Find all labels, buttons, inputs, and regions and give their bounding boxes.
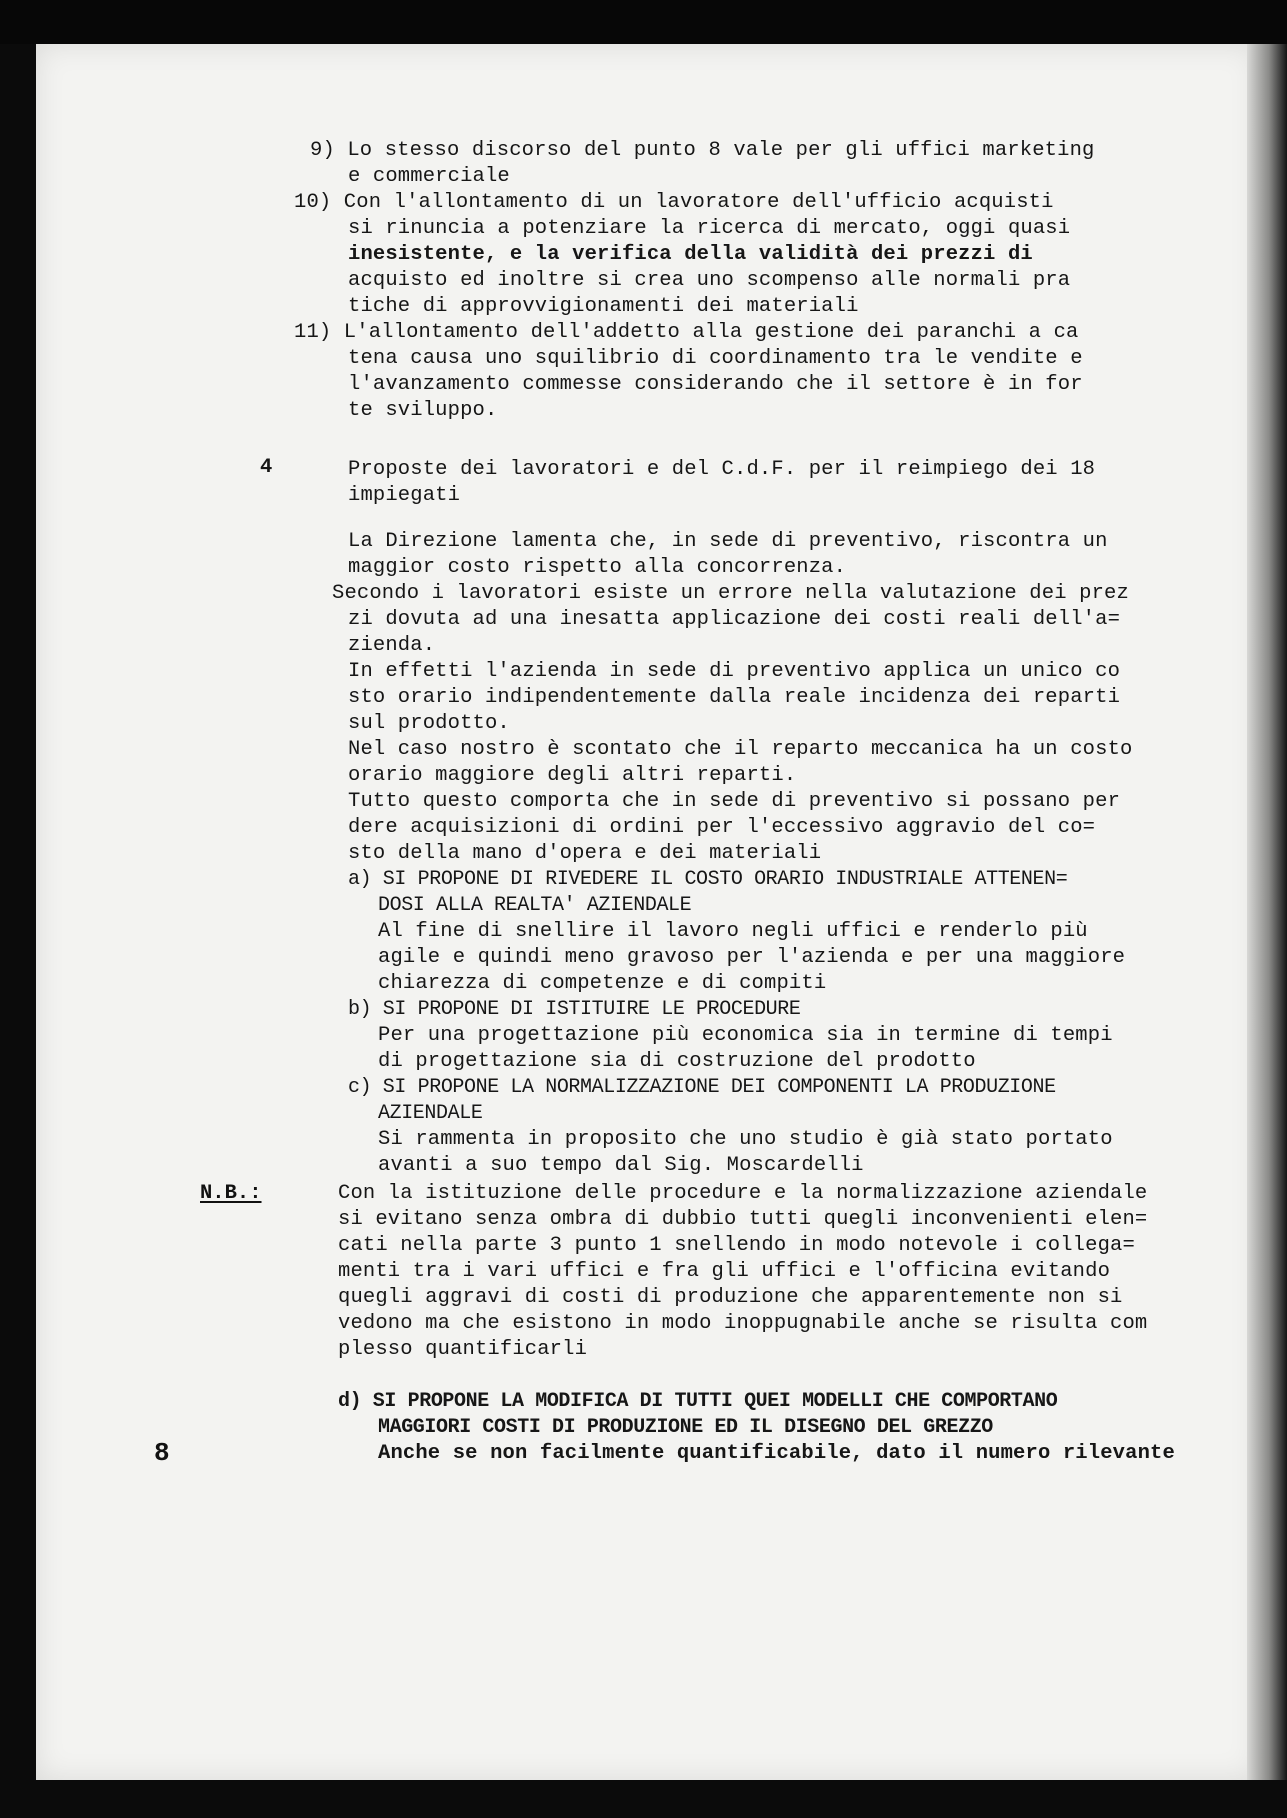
text-line: zi dovuta ad una inesatta applicazione dei costi reali dell'a=	[348, 608, 1121, 631]
text-line: orario maggiore degli altri reparti.	[348, 764, 797, 787]
proposal-d-heading: d) SI PROPONE LA MODIFICA DI TUTTI QUEI MODELLI CHE COMPORTANO	[338, 1390, 1058, 1413]
text-line: agile e quindi meno gravoso per l'azienda e per una maggiore	[378, 946, 1126, 969]
proposal-a-heading: a) SI PROPONE DI RIVEDERE IL COSTO ORARIO INDUSTRIALE ATTENEN=	[348, 868, 1068, 891]
proposal-c-heading: AZIENDALE	[378, 1102, 483, 1125]
text-line: Anche se non facilmente quantificabile, dato il numero rilevante	[378, 1442, 1175, 1465]
text-line: acquisto ed inoltre si crea uno scompenso alle normali pra	[348, 269, 1071, 292]
text-line: maggior costo rispetto alla concorrenza.	[348, 556, 847, 579]
text-line: dere acquisizioni di ordini per l'eccessivo aggravio del co=	[348, 816, 1096, 839]
text-line: Tutto questo comporta che in sede di preventivo si possano per	[348, 790, 1121, 813]
text-line: quegli aggravi di costi di produzione che apparentemente non si	[338, 1286, 1123, 1309]
nb-label: N.B.:	[200, 1182, 262, 1205]
text-line: La Direzione lamenta che, in sede di preventivo, riscontra un	[348, 530, 1108, 553]
section-heading: Proposte dei lavoratori e del C.d.F. per il reimpiego dei 18	[348, 458, 1096, 481]
text-line: sto orario indipendentemente dalla reale incidenza dei reparti	[348, 686, 1121, 709]
text-line: l'avanzamento commesse considerando che il settore è in for	[348, 373, 1083, 396]
text-line: Per una progettazione più economica sia in termine di tempi	[378, 1024, 1113, 1047]
text-line: 9) Lo stesso discorso del punto 8 vale per gli uffici marketing	[310, 139, 1095, 162]
text-line: In effetti l'azienda in sede di preventivo applica un unico co	[348, 660, 1121, 683]
scan-top-border	[0, 0, 1287, 44]
text-line: te sviluppo.	[348, 399, 498, 422]
text-line: cati nella parte 3 punto 1 snellendo in modo notevole i collega=	[338, 1234, 1135, 1257]
text-line: tiche di approvvigionamenti dei materiali	[348, 295, 859, 318]
text-line: tena causa uno squilibrio di coordinamento tra le vendite e	[348, 347, 1083, 370]
text-line: avanti a suo tempo dal Sig. Moscardelli	[378, 1154, 864, 1177]
text-line: 10) Con l'allontamento di un lavoratore dell'ufficio acquisti	[294, 191, 1054, 214]
text-line: sul prodotto.	[348, 712, 510, 735]
text-line: Nel caso nostro è scontato che il reparto meccanica ha un costo	[348, 738, 1133, 761]
text-line: chiarezza di competenze e di compiti	[378, 972, 827, 995]
text-line: sto della mano d'opera e dei materiali	[348, 842, 822, 865]
page-binding-edge	[1247, 44, 1287, 1780]
proposal-c-heading: c) SI PROPONE LA NORMALIZZAZIONE DEI COMPONENTI LA PRODUZIONE	[348, 1076, 1056, 1099]
text-line: zienda.	[348, 634, 436, 657]
proposal-a-heading: DOSI ALLA REALTA' AZIENDALE	[378, 894, 692, 917]
text-line: Secondo i lavoratori esiste un errore nella valutazione dei prez	[332, 582, 1129, 605]
text-line: 11) L'allontamento dell'addetto alla gestione dei paranchi a ca	[294, 321, 1079, 344]
proposal-d-heading: MAGGIORI COSTI DI PRODUZIONE ED IL DISEGNO DEL GREZZO	[378, 1416, 993, 1439]
text-line: Al fine di snellire il lavoro negli uffici e renderlo più	[378, 920, 1088, 943]
page-number: 8	[154, 1438, 170, 1468]
text-line: menti tra i vari uffici e fra gli uffici e l'officina evitando	[338, 1260, 1111, 1283]
text-line: Con la istituzione delle procedure e la normalizzazione aziendale	[338, 1182, 1148, 1205]
section-heading: impiegati	[348, 484, 461, 507]
text-line: di progettazione sia di costruzione del prodotto	[378, 1050, 976, 1073]
text-line: si evitano senza ombra di dubbio tutti quegli inconvenienti elen=	[338, 1208, 1148, 1231]
text-line: Si rammenta in proposito che uno studio è già stato portato	[378, 1128, 1113, 1151]
text-line: si rinuncia a potenziare la ricerca di mercato, oggi quasi	[348, 217, 1071, 240]
text-line: e commerciale	[348, 165, 510, 188]
section-number: 4	[260, 456, 273, 479]
document-page	[36, 44, 1258, 1780]
proposal-b-heading: b) SI PROPONE DI ISTITUIRE LE PROCEDURE	[348, 998, 801, 1021]
text-line: inesistente, e la verifica della validità dei prezzi di	[348, 243, 1033, 266]
text-line: vedono ma che esistono in modo inoppugnabile anche se risulta com	[338, 1312, 1148, 1335]
text-line: plesso quantificarli	[338, 1338, 588, 1361]
